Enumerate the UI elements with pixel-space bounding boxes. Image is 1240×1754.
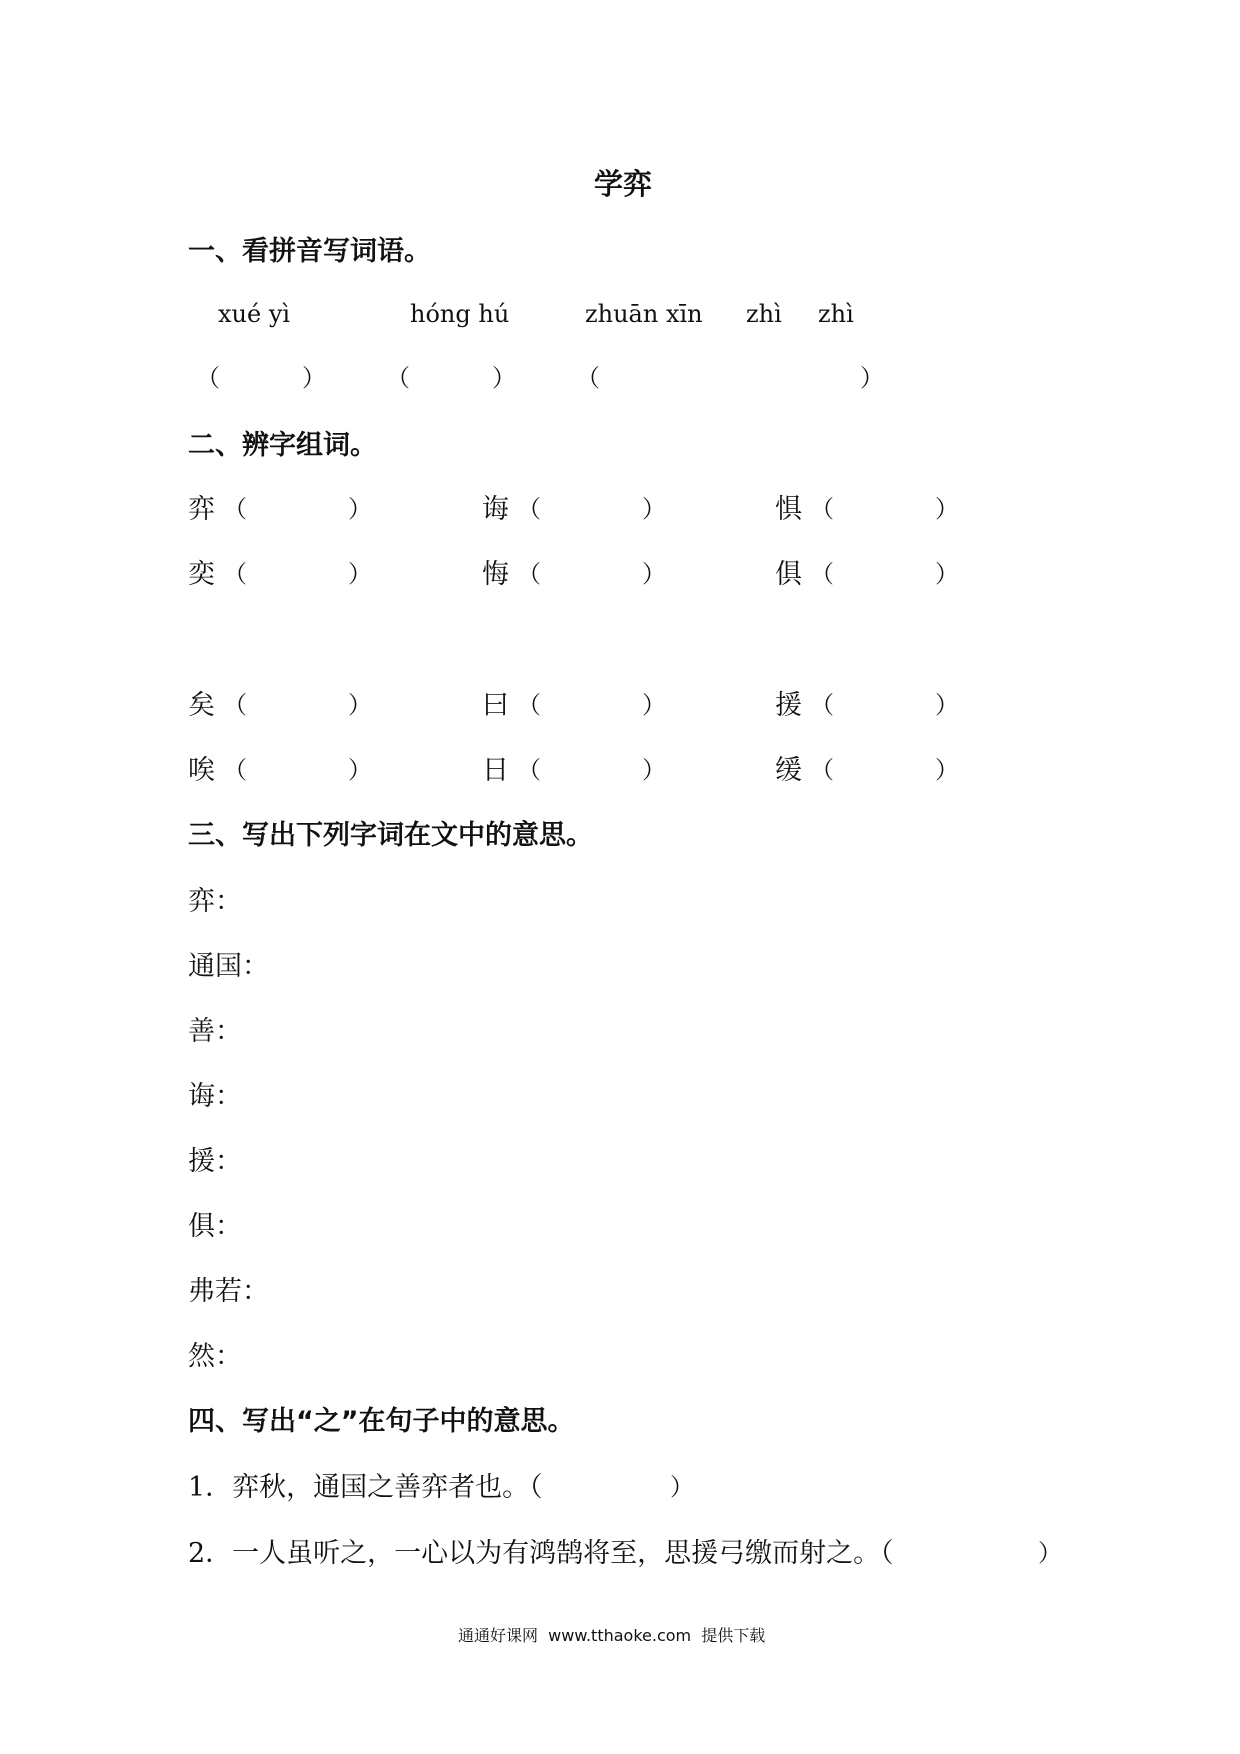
answer-blank-open: （ — [196, 364, 220, 392]
answer-blank-close: ） — [642, 756, 666, 784]
term-item: 诲： — [188, 1081, 242, 1112]
term-item: 俱： — [188, 1211, 242, 1242]
answer-blank-open: （ — [223, 756, 247, 784]
answer-blank-open: （ — [810, 756, 834, 784]
page-title: 学弈 — [594, 167, 653, 201]
section2-heading: 二、辨字组词。 — [188, 430, 377, 461]
answer-blank-close: ） — [348, 560, 372, 588]
char-item: 曰 — [482, 690, 509, 721]
answer-blank-open: （ — [223, 560, 247, 588]
answer-blank-open: （ — [223, 495, 247, 523]
answer-blank-close: ） — [642, 691, 666, 719]
char-item: 诲 — [482, 494, 509, 525]
pinyin-1: xué yì — [218, 300, 291, 328]
section3-heading: 三、写出下列字词在文中的意思。 — [188, 820, 593, 851]
section1-heading: 一、看拼音写词语。 — [188, 236, 431, 267]
pinyin-3: zhuān xīn — [585, 300, 703, 328]
answer-blank-open: （ — [386, 364, 410, 392]
answer-blank-close: ） — [642, 560, 666, 588]
term-item: 弈： — [188, 886, 242, 917]
answer-blank-close: ） — [935, 560, 959, 588]
answer-blank-close: ） — [302, 364, 326, 392]
answer-blank-close: ） — [642, 495, 666, 523]
answer-blank-close: ） — [935, 691, 959, 719]
pinyin-5: zhì — [818, 300, 854, 328]
answer-blank-open: （ — [810, 691, 834, 719]
section4-heading: 四、写出“之”在句子中的意思。 — [188, 1406, 575, 1437]
char-item: 弈 — [188, 494, 215, 525]
pinyin-4: zhì — [746, 300, 782, 328]
term-item: 然： — [188, 1341, 242, 1372]
sentence-item: 2．一人虽听之，一心以为有鸿鹄将至，思援弓缴而射之。（ — [188, 1538, 894, 1569]
answer-blank-close: ） — [935, 495, 959, 523]
sentence-item: 1．弈秋，通国之善弈者也。（ — [188, 1472, 543, 1503]
term-item: 善： — [188, 1016, 242, 1047]
char-item: 缓 — [775, 755, 802, 786]
char-item: 日 — [482, 755, 509, 786]
char-item: 唉 — [188, 755, 215, 786]
answer-blank-open: （ — [517, 756, 541, 784]
char-item: 俱 — [775, 559, 802, 590]
answer-blank-open: （ — [576, 364, 600, 392]
term-item: 援： — [188, 1146, 242, 1177]
answer-blank-close: ） — [1038, 1539, 1062, 1567]
char-item: 援 — [775, 690, 802, 721]
answer-blank-open: （ — [223, 691, 247, 719]
answer-blank-close: ） — [348, 756, 372, 784]
pinyin-2: hóng hú — [410, 300, 510, 328]
term-item: 通国： — [188, 951, 269, 982]
term-item: 弗若： — [188, 1276, 269, 1307]
answer-blank-open: （ — [517, 691, 541, 719]
char-item: 奕 — [188, 559, 215, 590]
answer-blank-close: ） — [348, 691, 372, 719]
answer-blank-close: ） — [348, 495, 372, 523]
answer-blank-open: （ — [810, 560, 834, 588]
char-item: 惧 — [775, 494, 802, 525]
footer-text: 通通好课网 www.tthaoke.com 提供下载 — [458, 1626, 766, 1645]
char-item: 悔 — [482, 559, 509, 590]
answer-blank-close: ） — [860, 364, 884, 392]
answer-blank-close: ） — [492, 364, 516, 392]
answer-blank-open: （ — [517, 560, 541, 588]
char-item: 矣 — [188, 690, 215, 721]
answer-blank-open: （ — [517, 495, 541, 523]
answer-blank-open: （ — [810, 495, 834, 523]
answer-blank-close: ） — [935, 756, 959, 784]
answer-blank-close: ） — [670, 1473, 694, 1501]
